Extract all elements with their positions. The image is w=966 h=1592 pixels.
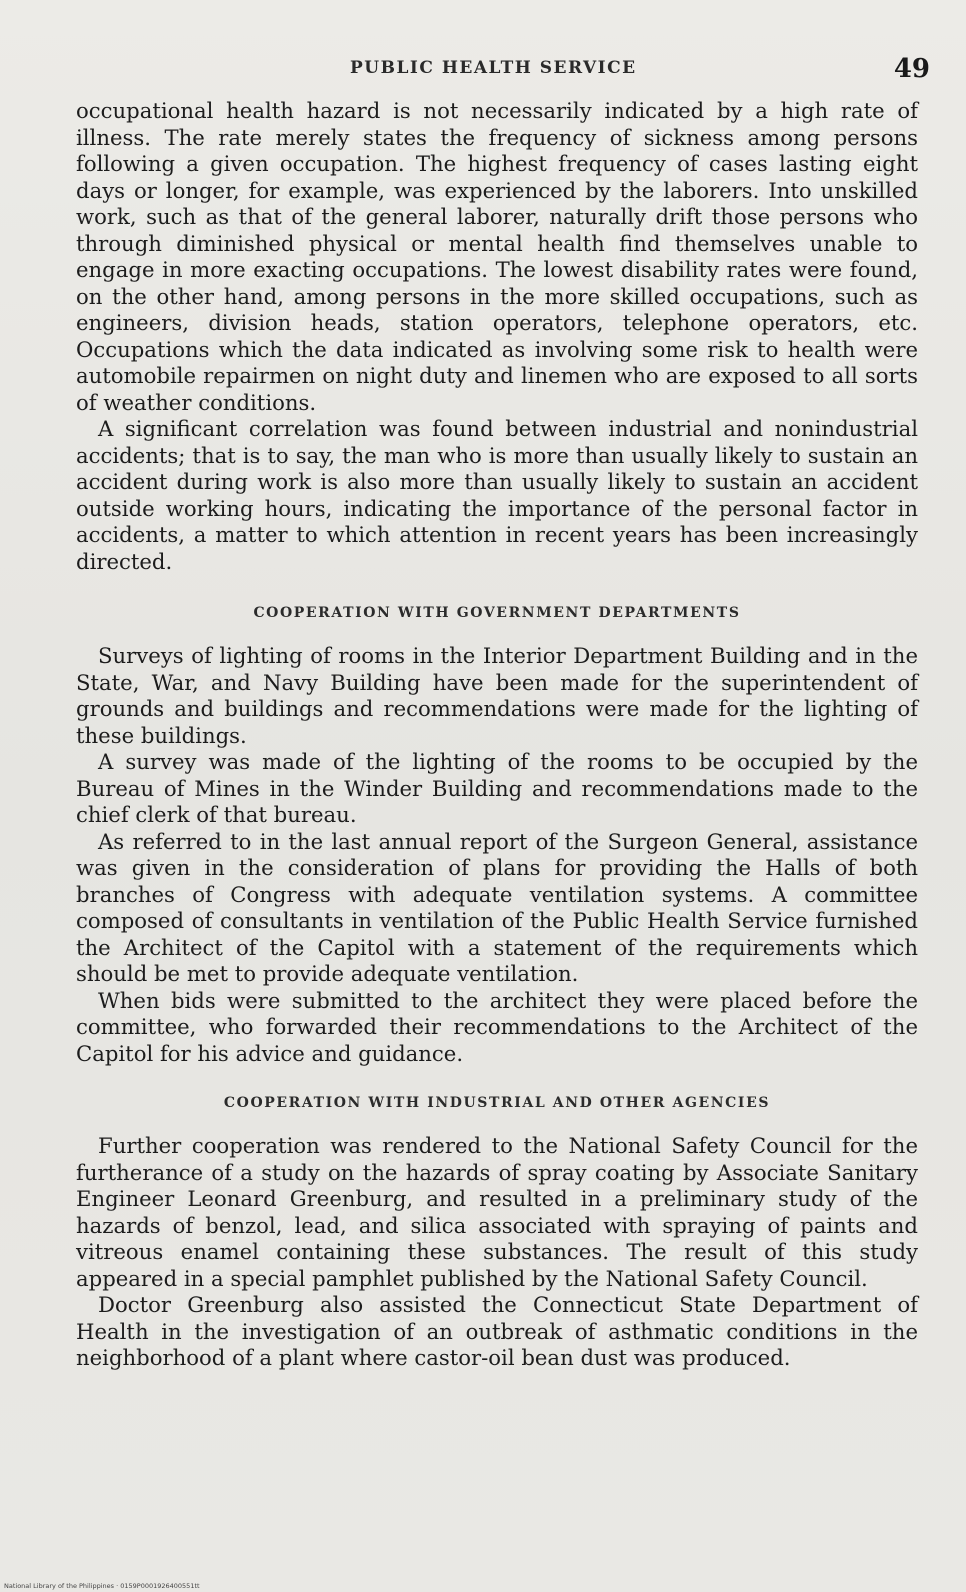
section-heading-industrial: COOPERATION WITH INDUSTRIAL AND OTHER AGENCIES	[223, 1095, 771, 1111]
paragraph: Doctor Greenburg also assisted the Connecticut State Department of Health in the investigation of an outbreak of asthmatic conditions in the neighborhood of a plant where castor-oil bean dust was produced.	[76, 1292, 918, 1370]
paragraph: Further cooperation was rendered to the National Safety Council for the furtherance of a study on the hazards of spray coating by Associate Sanitary Engineer Leonard Greenburg, and resulted in a preliminary study of the hazards of benzol, lead, and silica associated with spraying of paints and vitreous enamel containing these substances. The result of this study appeared in a special pamphlet published by the National Safety Council.	[76, 1133, 918, 1291]
paragraph: As referred to in the last annual report of the Surgeon General, assistance was given in the consideration of plans for providing the Halls of both branches of Congress with adequate ventilation systems. A committee composed of consultants in ventilation of the Public Health Service furnished the Architect of the Capitol with a statement of the requirements which should be met to provide adequate ventilation.	[76, 828, 918, 986]
paragraph-continued: occupational health hazard is not necessarily indicated by a high rate of illness. The rate merely states the frequency of sickness among persons following a given occupation. The highest frequency of cases lasting eight days or longer, for example, was experienced by the laborers. Into unskilled work, such as that of the general laborer, naturally drift those persons who through diminished physical or mental health find themselves unable to engage in more exacting occupations. The lowest disability rates were found, on the other hand, among persons in the more skilled occupations, such as engineers, division heads, station operators, telephone operators, etc. Occupations which the data indicated as involving some risk to health were automobile repairmen on night duty and linemen who are exposed to all sorts of weather conditions.	[76, 98, 918, 415]
section-heading-government: COOPERATION WITH GOVERNMENT DEPARTMENTS	[253, 605, 741, 621]
paragraph: Surveys of lighting of rooms in the Interior Department Building and in the State, War, and Navy Building have been made for the superintendent of grounds and buildings and recommendations were made for the lighting of these buildings.	[76, 643, 918, 748]
running-header	[0, 54, 966, 88]
library-stamp: National Library of the Philippines · 0159P0001926400551tt	[4, 1582, 200, 1590]
body-text	[76, 98, 918, 1372]
paragraph: A significant correlation was found between industrial and nonindustrial accidents; that is to say, the man who is more than usually likely to sustain an accident during work is also more than usually likely to sustain an accident outside working hours, indicating the importance of the personal factor in accidents, a matter to which attention in recent years has been increasingly directed.	[76, 416, 918, 574]
running-title: PUBLIC HEALTH SERVICE	[350, 58, 637, 78]
paragraph: When bids were submitted to the architect they were placed before the committee, who forwarded their recommendations to the Architect of the Capitol for his advice and guidance.	[76, 987, 918, 1066]
paragraph: A survey was made of the lighting of the rooms to be occupied by the Bureau of Mines in the Winder Building and recommendations made to the chief clerk of that bureau.	[76, 749, 918, 827]
page-number: 49	[893, 54, 930, 84]
